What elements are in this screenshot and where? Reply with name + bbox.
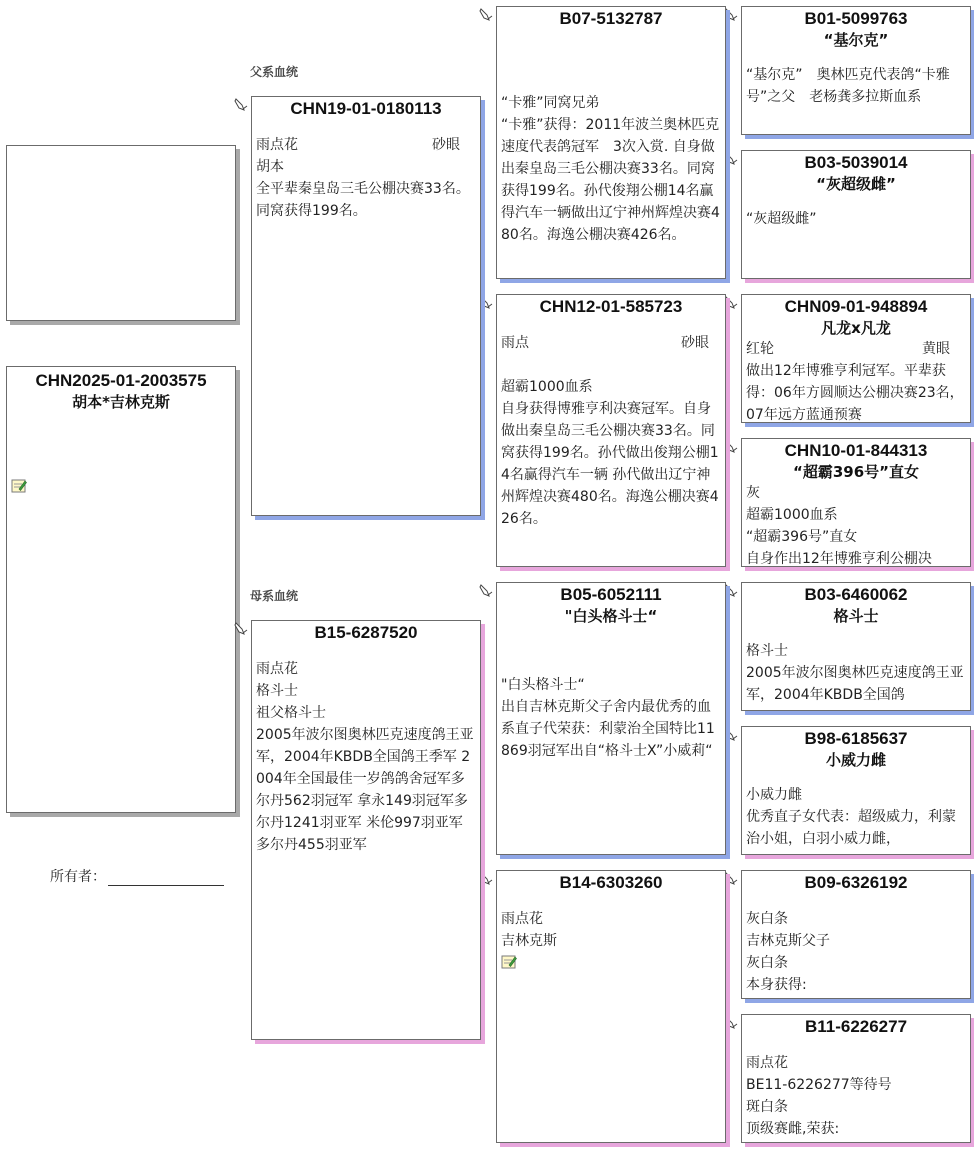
sss-desc: “基尔克” 奥林匹克代表鸽“卡雅号”之父 老杨龚多拉斯血系 bbox=[746, 67, 950, 105]
note-icon[interactable] bbox=[11, 478, 27, 494]
sds-desc: 做出12年博雅亨利冠军。平辈获得：06年方圆顺达公棚决赛23名，07年远方蓝通预赛 bbox=[746, 363, 964, 423]
sire-sire-card[interactable] bbox=[496, 6, 726, 279]
pencil-icon[interactable] bbox=[724, 870, 739, 885]
pencil-icon[interactable] bbox=[234, 620, 249, 635]
dds-card[interactable] bbox=[741, 870, 971, 999]
sds-color-eye bbox=[746, 338, 966, 360]
pencil-icon[interactable] bbox=[724, 294, 739, 309]
pencil-icon[interactable] bbox=[724, 582, 739, 597]
sire-color-eye bbox=[256, 134, 476, 156]
dds-ring: B09-6326192 bbox=[804, 873, 908, 892]
ddd-card[interactable] bbox=[741, 1014, 971, 1143]
sire-sire-desc: “卡雅”获得：2011年波兰奥林匹克速度代表鸽冠军 3次入赏. 自身做出秦皇岛三毛公棚决赛33名。同窝获得199名。孙代俊翔公棚14名赢得汽车一辆做出辽宁神州辉煌决赛480名。海逸公棚决赛426名。 bbox=[501, 117, 720, 243]
sss-card[interactable] bbox=[741, 6, 971, 135]
pencil-icon[interactable] bbox=[479, 6, 494, 21]
dam-grand: 祖父格斗士 bbox=[256, 705, 326, 721]
dam-ring: B15-6287520 bbox=[314, 623, 418, 642]
dam-desc: 2005年波尔图奥林匹克速度鸽王亚军，2004年KBDB全国鸽王季军 2004年全国最佳一岁鸽鸽舍冠军多尔丹562羽冠军 拿永149羽冠军多尔丹1241羽亚军 米伦997羽亚军多尔丹455羽亚军 bbox=[256, 727, 474, 853]
dds-line4: 本身获得: bbox=[746, 977, 807, 993]
pencil-icon[interactable] bbox=[724, 6, 739, 21]
pencil-icon[interactable] bbox=[479, 870, 494, 885]
pencil-icon[interactable] bbox=[724, 150, 739, 165]
sire-card[interactable] bbox=[251, 96, 481, 516]
pencil-icon[interactable] bbox=[724, 438, 739, 453]
dds-line3: 灰白条 bbox=[746, 955, 788, 971]
sire-dam-ring: CHN12-01-585723 bbox=[539, 297, 683, 316]
dam-dam-strain: 吉林克斯 bbox=[501, 933, 557, 949]
dam-strain: 格斗士 bbox=[256, 683, 298, 699]
note-icon[interactable] bbox=[501, 954, 517, 970]
dam-sire-line1: "白头格斗士“ bbox=[501, 677, 585, 693]
photo-frame bbox=[6, 145, 236, 321]
sire-sire-ring: B07-5132787 bbox=[559, 9, 663, 28]
ddd-line3: 斑白条 bbox=[746, 1099, 788, 1115]
sdd-color: 灰 bbox=[746, 485, 760, 501]
dss-strain: 格斗士 bbox=[746, 643, 788, 659]
dds-strain: 吉林克斯父子 bbox=[746, 933, 830, 949]
dam-dam-card[interactable] bbox=[496, 870, 726, 1143]
sire-dam-strain: 超霸1000血系 bbox=[501, 379, 593, 395]
dsd-strain: 小威力雌 bbox=[746, 787, 802, 803]
sdd-ring: CHN10-01-844313 bbox=[784, 441, 928, 460]
subject-ring: CHN2025-01-2003575 bbox=[35, 371, 207, 390]
sire-ring: CHN19-01-0180113 bbox=[290, 99, 442, 118]
sire-dam-eye: 砂眼 bbox=[681, 335, 709, 351]
owner-field bbox=[50, 866, 224, 886]
sss-ring: B01-5099763 bbox=[804, 9, 908, 28]
sdd-line: “超霸396号”直女 bbox=[746, 529, 858, 545]
pencil-icon[interactable] bbox=[234, 96, 249, 111]
owner-label: 所有者： bbox=[50, 869, 106, 885]
pencil-icon[interactable] bbox=[479, 582, 494, 597]
sds-eye: 黄眼 bbox=[922, 341, 950, 357]
sdd-strain: 超霸1000血系 bbox=[746, 507, 838, 523]
dam-dam-ring: B14-6303260 bbox=[559, 873, 663, 892]
dss-name: 格斗士 bbox=[833, 607, 879, 625]
dam-sire-ring: B05-6052111 bbox=[560, 585, 662, 604]
subject-name: 胡本*吉林克斯 bbox=[72, 393, 170, 411]
owner-blank-line[interactable] bbox=[108, 869, 224, 886]
sds-name: 凡龙x凡龙 bbox=[821, 319, 891, 337]
dsd-ring: B98-6185637 bbox=[804, 729, 908, 748]
sdd-desc: 自身作出12年博雅亨利公棚决 bbox=[746, 551, 932, 567]
dss-card[interactable] bbox=[741, 582, 971, 711]
dam-sire-card[interactable] bbox=[496, 582, 726, 855]
ssd-card[interactable] bbox=[741, 150, 971, 279]
ddd-line2: BE11-6226277等待号 bbox=[746, 1077, 892, 1093]
sire-dam-color: 雨点 bbox=[501, 335, 529, 351]
dds-color: 灰白条 bbox=[746, 911, 788, 927]
dsd-name: 小威力雌 bbox=[825, 751, 886, 769]
ssd-name: “灰超级雌” bbox=[816, 175, 896, 193]
subject-card[interactable] bbox=[6, 366, 236, 813]
ddd-ring: B11-6226277 bbox=[804, 1017, 908, 1036]
dam-card[interactable] bbox=[251, 620, 481, 1040]
dam-dam-color: 雨点花 bbox=[501, 911, 543, 927]
sdd-card[interactable] bbox=[741, 438, 971, 567]
sdd-name: “超霸396号”直女 bbox=[792, 463, 920, 481]
sire-desc: 全平辈秦皇岛三毛公棚决赛33名。同窝获得199名。 bbox=[256, 181, 470, 219]
maternal-label: 母系血统 bbox=[250, 589, 299, 603]
dss-desc: 2005年波尔图奥林匹克速度鸽王亚军，2004年KBDB全国鸽 bbox=[746, 665, 964, 703]
dam-color: 雨点花 bbox=[256, 661, 298, 677]
sire-strain: 胡本 bbox=[256, 159, 284, 175]
sire-dam-desc: 自身获得博雅亨利决赛冠军。自身做出秦皇岛三毛公棚决赛33名。同窝获得199名。孙代做出俊翔公棚14名赢得汽车一辆 孙代做出辽宁神州辉煌决赛480名。海逸公棚决赛426名。 bbox=[501, 401, 719, 527]
dam-sire-name: "白头格斗士“ bbox=[564, 607, 658, 625]
sds-ring: CHN09-01-948894 bbox=[784, 297, 928, 316]
sire-sire-line1: “卡雅”同窝兄弟 bbox=[501, 95, 600, 111]
sire-eye: 砂眼 bbox=[432, 137, 460, 153]
sire-dam-color-eye bbox=[501, 332, 721, 354]
sds-color: 红轮 bbox=[746, 341, 774, 357]
ddd-color: 雨点花 bbox=[746, 1055, 788, 1071]
paternal-label: 父系血统 bbox=[250, 65, 299, 79]
pencil-icon[interactable] bbox=[479, 294, 494, 309]
dsd-card[interactable] bbox=[741, 726, 971, 855]
dsd-desc: 优秀直子女代表：超级威力，利蒙治小姐，白羽小威力雌， bbox=[746, 809, 956, 847]
ssd-desc: “灰超级雌” bbox=[746, 211, 817, 227]
dam-sire-desc: 出自吉林克斯父子舍内最优秀的血系直子代荣获：利蒙治全国特比11869羽冠军出自“格斗士X”小威莉“ bbox=[501, 699, 715, 759]
sire-color: 雨点花 bbox=[256, 137, 298, 153]
dss-ring: B03-6460062 bbox=[804, 585, 908, 604]
sire-dam-card[interactable] bbox=[496, 294, 726, 567]
sds-card[interactable] bbox=[741, 294, 971, 423]
sss-name: “基尔克” bbox=[823, 31, 889, 49]
ddd-line4: 顶级赛雌,荣获: bbox=[746, 1121, 840, 1137]
pencil-icon[interactable] bbox=[724, 726, 739, 741]
ssd-ring: B03-5039014 bbox=[804, 153, 908, 172]
pencil-icon[interactable] bbox=[724, 1014, 739, 1029]
